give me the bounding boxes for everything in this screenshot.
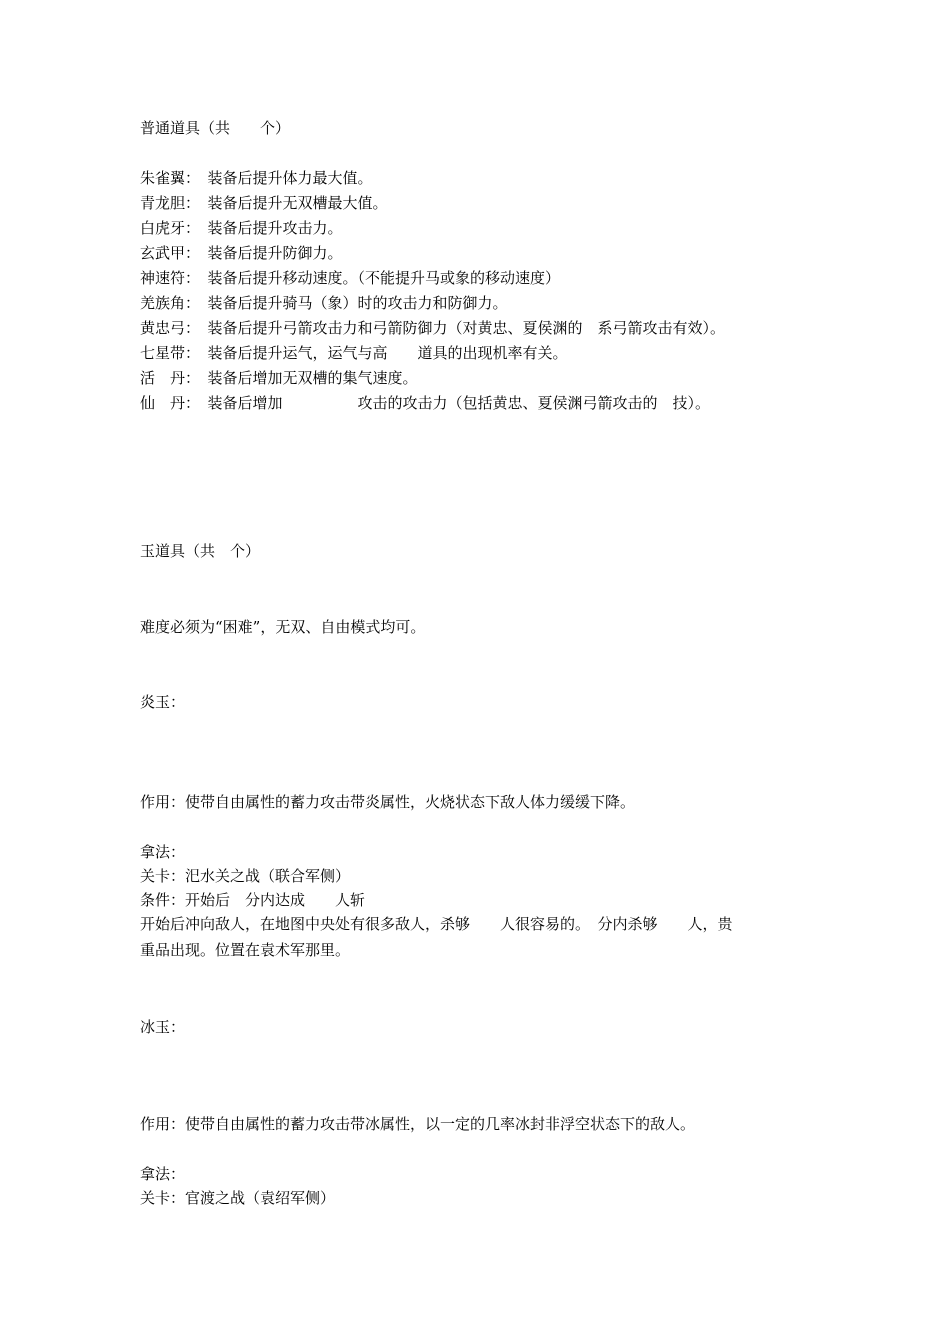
item-entry: 羌族角： 装备后提升骑马（象）时的攻击力和防御力。 (140, 294, 508, 312)
ice-jade-stage: 关卡：官渡之战（袁绍军侧） (140, 1189, 336, 1207)
jade-items-heading: 玉道具（共 个） (140, 542, 261, 560)
flame-jade-description: 重品出现。位置在袁术军那里。 (140, 941, 351, 959)
item-entry: 玄武甲： 装备后提升防御力。 (140, 244, 343, 262)
item-entry: 青龙胆： 装备后提升无双槽最大值。 (140, 194, 388, 212)
item-entry: 神速符： 装备后提升移动速度。（不能提升马或象的移动速度） (140, 269, 561, 287)
ice-jade-title: 冰玉： (140, 1018, 186, 1036)
item-entry: 朱雀翼： 装备后提升体力最大值。 (140, 169, 373, 187)
item-entry: 七星带： 装备后提升运气，运气与高 道具的出现机率有关。 (140, 344, 568, 362)
flame-jade-title: 炎玉： (140, 693, 186, 711)
flame-jade-condition: 条件：开始后 分内达成 人斩 (140, 891, 366, 909)
flame-jade-description: 开始后冲向敌人，在地图中央处有很多敌人，杀够 人很容易的。 分内杀够 人，贵 (140, 915, 733, 933)
flame-jade-effect: 作用：使带自由属性的蓄力攻击带炎属性，火烧状态下敌人体力缓缓下降。 (140, 793, 636, 811)
difficulty-note: 难度必须为“困难”，无双、自由模式均可。 (140, 618, 426, 636)
item-entry: 仙 丹： 装备后增加 攻击的攻击力（包括黄忠、夏侯渊弓箭攻击的 技）。 (140, 394, 711, 412)
item-entry: 黄忠弓： 装备后提升弓箭攻击力和弓箭防御力（对黄忠、夏侯渊的 系弓箭攻击有效）。 (140, 319, 726, 337)
item-entry: 活 丹： 装备后增加无双槽的集气速度。 (140, 369, 418, 387)
ice-jade-effect: 作用：使带自由属性的蓄力攻击带冰属性，以一定的几率冰封非浮空状态下的敌人。 (140, 1115, 696, 1133)
ice-jade-method-label: 拿法： (140, 1165, 186, 1183)
flame-jade-method-label: 拿法： (140, 843, 186, 861)
common-items-heading: 普通道具（共 个） (140, 119, 291, 137)
item-entry: 白虎牙： 装备后提升攻击力。 (140, 219, 343, 237)
flame-jade-stage: 关卡：汜水关之战（联合军侧） (140, 867, 351, 885)
